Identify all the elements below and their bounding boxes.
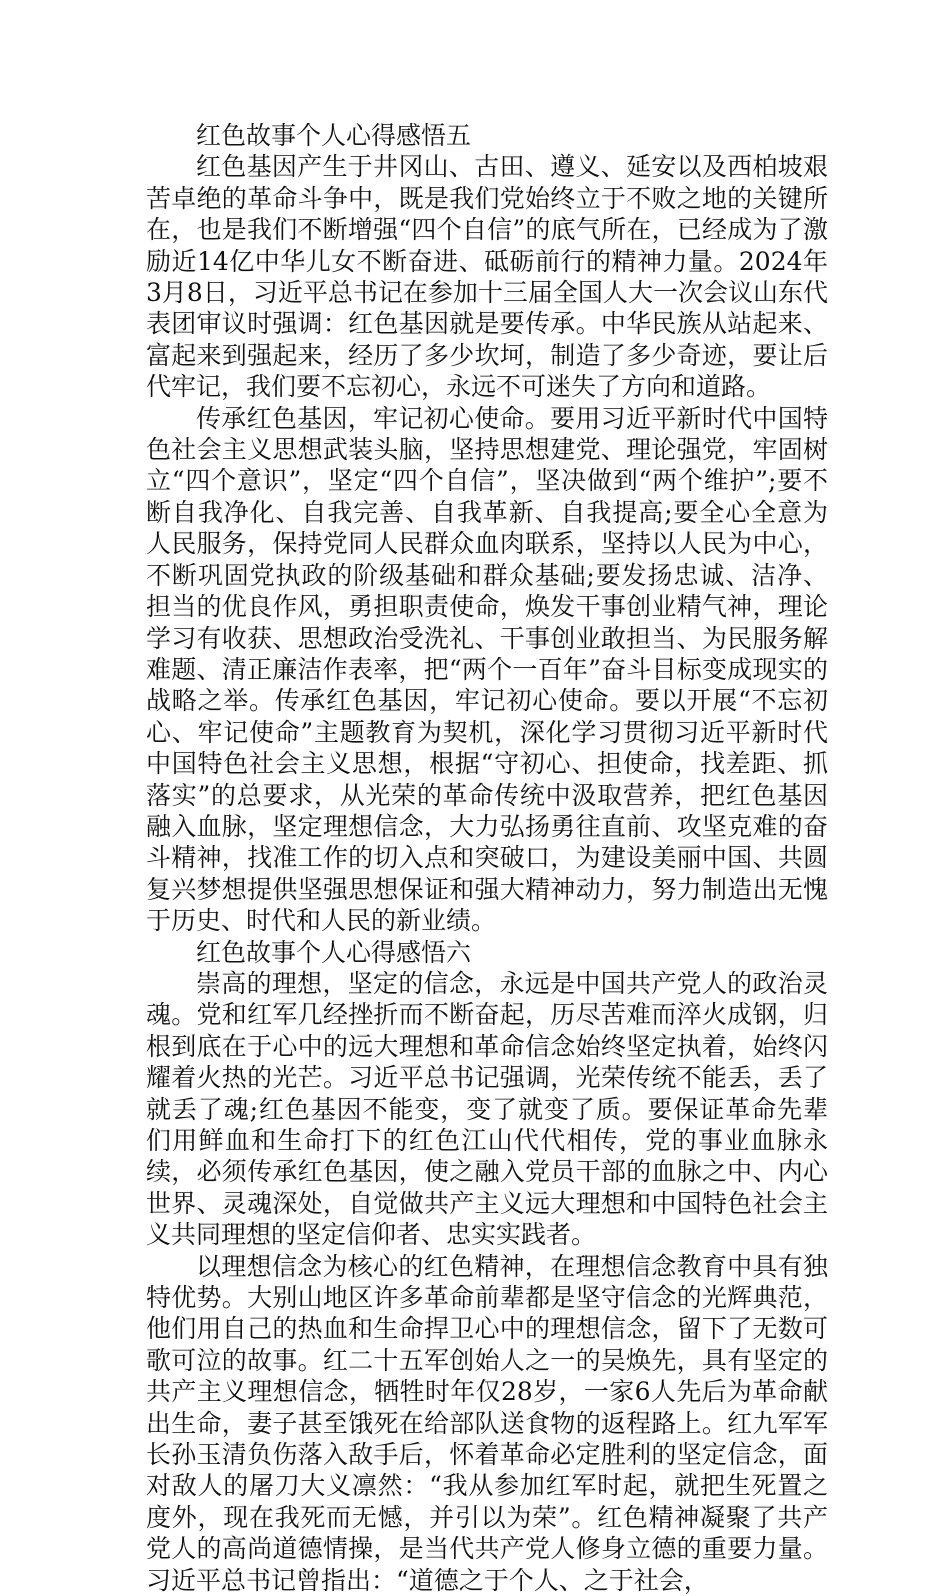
section-heading-5: 红色故事个人心得感悟五	[196, 121, 472, 150]
paragraph: 以理想信念为核心的红色精神，在理想信念教育中具有独特优势。大别山地区许多革命前辈都是坚守信念的光辉典范，他们用自己的热血和生命捍卫心中的理想信念，留下了无数可歌可泣的故事。红二十五军创始人之一的吴焕先，具有坚定的共产主义理想信念，牺牲时年仅28岁，一家6人先后为革命献出生命，妻子甚至饿死在给部队送食物的返程路上。红九军军长孙玉清负伤落入敌手后，怀着革命必定胜利的坚定信念，面对敌人的屠刀大义凛然：“我从参加红军时起，就把生死置之度外，现在我死而无憾，并引以为荣”。红色精神凝聚了共产党人的高尚道德情操，是当代共产党人修身立德的重要力量。习近平总书记曾指出：“道德之于个人、之于社会，	[146, 1251, 828, 1595]
document-page	[146, 120, 828, 1596]
paragraph: 传承红色基因，牢记初心使命。要用习近平新时代中国特色社会主义思想武装头脑，坚持思想建党、理论强党，牢固树立“四个意识”，坚定“四个自信”，坚决做到“两个维护”;要不断自我净化、自我完善、自我革新、自我提高;要全心全意为人民服务，保持党同人民群众血肉联系，坚持以人民为中心，不断巩固党执政的阶级基础和群众基础;要发扬忠诚、洁净、担当的优良作风，勇担职责使命，焕发干事创业精气神，理论学习有收获、思想政治受洗礼、干事创业敢担当、为民服务解难题、清正廉洁作表率，把“两个一百年”奋斗目标变成现实的战略之举。传承红色基因，牢记初心使命。要以开展“不忘初心、牢记使命”主题教育为契机，深化学习贯彻习近平新时代中国特色社会主义思想，根据“守初心、担使命，找差距、抓落实”的总要求，从光荣的革命传统中汲取营养，把红色基因融入血脉，坚定理想信念，大力弘扬勇往直前、攻坚克难的奋斗精神，找准工作的切入点和突破口，为建设美丽中国、共圆复兴梦想提供坚强思想保证和强大精神动力，努力制造出无愧于历史、时代和人民的新业绩。	[146, 403, 828, 936]
section-heading-6: 红色故事个人心得感悟六	[196, 937, 472, 967]
paragraph: 崇高的理想，坚定的信念，永远是中国共产党人的政治灵魂。党和红军几经挫折而不断奋起，历尽苦难而淬火成钢，归根到底在于心中的远大理想和革命信念始终坚定执着，始终闪耀着火热的光芒。习近平总书记强调，光荣传统不能丢，丢了就丢了魂;红色基因不能变，变了就变了质。要保证革命先辈们用鲜血和生命打下的红色江山代代相传，党的事业血脉永续，必须传承红色基因，使之融入党员干部的血脉之中、内心世界、灵魂深处，自觉做共产主义远大理想和中国特色社会主义共同理想的坚定信仰者、忠实实践者。	[146, 968, 828, 1250]
paragraph: 红色基因产生于井冈山、古田、遵义、延安以及西柏坡艰苦卓绝的革命斗争中，既是我们党始终立于不败之地的关键所在，也是我们不断增强“四个自信”的底气所在，已经成为了激励近14亿中华儿女不断奋进、砥砺前行的精神力量。2024年3月8日，习近平总书记在参加十三届全国人大一次会议山东代表团审议时强调：红色基因就是要传承。中华民族从站起来、富起来到强起来，经历了多少坎坷，制造了多少奇迹，要让后代牢记，我们要不忘初心，永远不可迷失了方向和道路。	[146, 152, 828, 402]
